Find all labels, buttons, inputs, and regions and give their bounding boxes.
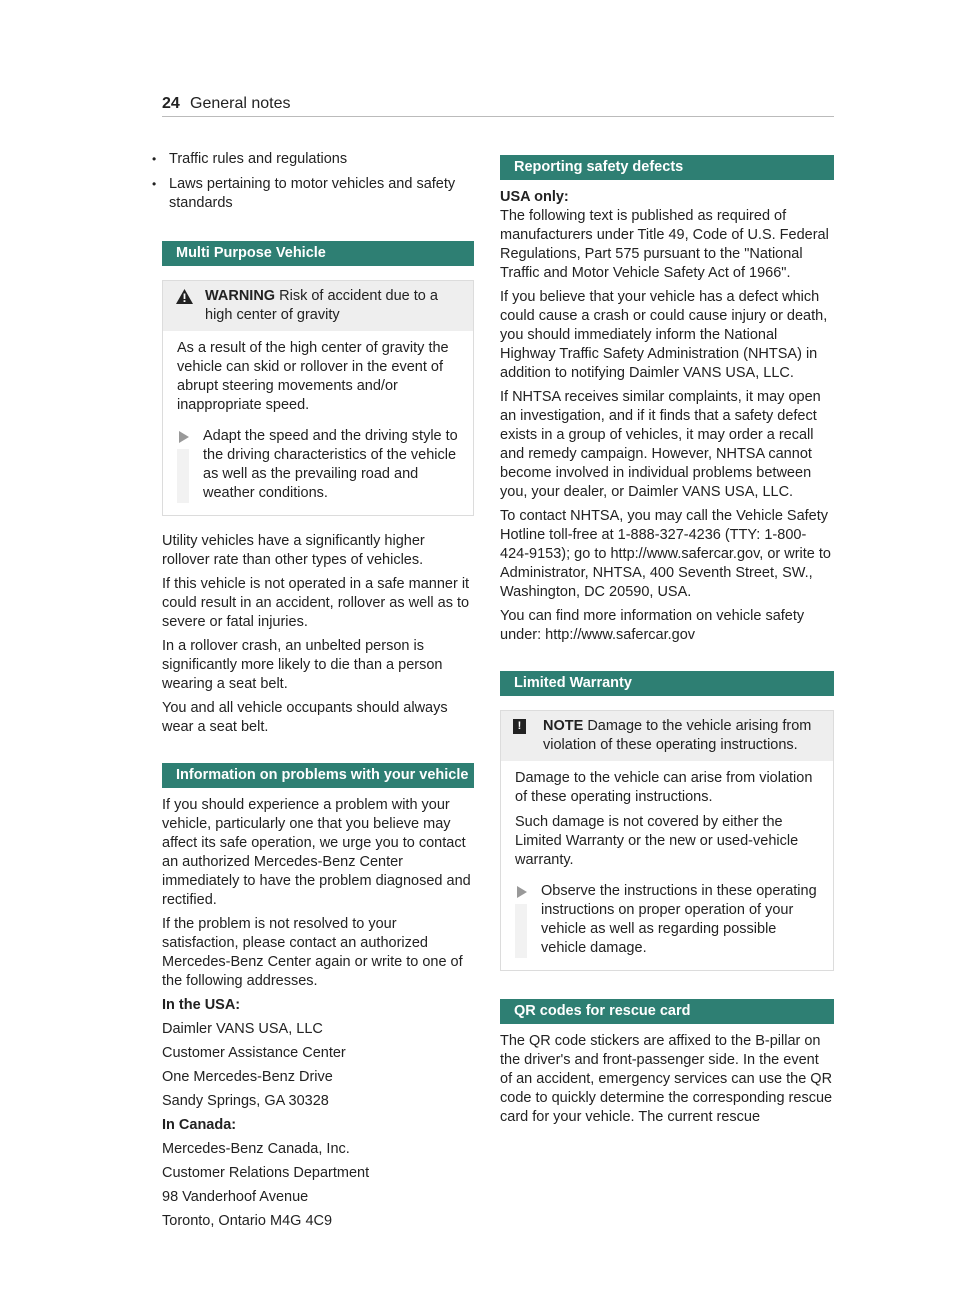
step-text: Adapt the speed and the driving style to the driving characteristics of the vehicle as well as the prevailing road and weather conditions. [203, 428, 458, 501]
warning-body [163, 331, 473, 515]
page-number: 24 [162, 95, 180, 112]
paragraph: You can find more information on vehicle safety under: http://www.safercar.gov [500, 608, 805, 643]
page-header [162, 94, 834, 118]
usa-label: In the USA: [162, 997, 241, 1013]
step-arrow-icon [179, 430, 189, 449]
note-text: Such damage is not covered by either the Limited Warranty or the new or used-vehicle warranty. [515, 814, 799, 868]
address-line: Toronto, Ontario M4G 4C9 [162, 1213, 333, 1229]
section-heading-safety: Reporting safety defects [500, 155, 834, 180]
section-heading-info: Information on problems with your vehicle [162, 763, 474, 788]
step-arrow-icon [517, 885, 527, 904]
address-line: Customer Relations Department [162, 1165, 370, 1181]
paragraph: To contact NHTSA, you may call the Vehicle Safety Hotline toll-free at 1-888-327-4236 (TTY: 1-800-424-9153); go to http://www.safercar.gov, or write to Administrator, NHTSA, 400 Seventh Street, SW., Washington, DC 20590, USA. [500, 508, 831, 600]
warning-title: Risk of accident due to a high center of gravity [205, 288, 438, 323]
list-item: • Laws pertaining to motor vehicles and safety standards [162, 175, 474, 213]
instruction-step [177, 427, 461, 503]
canada-label: In Canada: [162, 1117, 237, 1133]
step-text: Observe the instructions in these operating instructions on proper operation of your vehicle as well as regarding possible vehicle damage. [541, 883, 817, 956]
section-heading-warranty: Limited Warranty [500, 671, 834, 696]
warning-triangle-icon [176, 289, 193, 310]
warning-label: WARNING [205, 288, 276, 304]
address-block [162, 996, 474, 1231]
address-line: Customer Assistance Center [162, 1045, 346, 1061]
paragraph: If you should experience a problem with your vehicle, particularly one that you believe may affect its safe operation, we urge you to contact an authorized Mercedes-Benz Center immediately to have the problem diagnosed and rectified. [162, 797, 471, 908]
paragraph: If this vehicle is not operated in a safe manner it could result in an accident, rollover as well as to severe or fatal injuries. [162, 576, 470, 630]
paragraph: If NHTSA receives similar complaints, it may open an investigation, and if it finds that a safety defect exists in a group of vehicles, it may order a recall and remedy campaign. However, NHTSA cannot become involved in individual problems between you, your dealer, or Daimler VANS USA, LLC. [500, 389, 821, 500]
instruction-step [515, 882, 821, 958]
note-header [501, 711, 833, 761]
address-line: Mercedes-Benz Canada, Inc. [162, 1141, 350, 1157]
note-title: Damage to the vehicle arising from violation of these operating instructions. [543, 718, 812, 753]
address-line: Daimler VANS USA, LLC [162, 1021, 323, 1037]
note-box [500, 710, 834, 971]
right-column [500, 155, 834, 1132]
header-rule [162, 116, 834, 117]
paragraph: The following text is published as required of manufacturers under Title 49, Code of U.S. Federal Regulations, Part 575 pursuant to the "National Traffic and Motor Vehicle Safety Act of 1966". [500, 208, 829, 281]
section-heading-qr: QR codes for rescue card [500, 999, 834, 1024]
note-exclamation-icon: ! [513, 719, 526, 734]
warning-header [163, 281, 473, 331]
paragraph: In a rollover crash, an unbelted person is significantly more likely to die than a person wearing a seat belt. [162, 638, 443, 692]
paragraph: The QR code stickers are affixed to the B-pillar on the driver's and front-passenger side. In the event of an accident, emergency services can use the QR code to quickly determine the corresponding rescue card for your vehicle. The current rescue [500, 1033, 833, 1125]
paragraph: If the problem is not resolved to your satisfaction, please contact an authorized Mercedes-Benz Center again or write to one of the following addresses. [162, 916, 463, 989]
address-line: 98 Vanderhoof Avenue [162, 1189, 309, 1205]
list-item: • Traffic rules and regulations [162, 150, 474, 169]
section-heading-mpv: Multi Purpose Vehicle [162, 241, 474, 266]
paragraph: If you believe that your vehicle has a defect which could cause a crash or could cause injury or death, you should immediately inform the National Highway Traffic Safety Administration (NHTSA) in addition to notifying Daimler VANS USA, LLC. [500, 289, 828, 381]
address-line: Sandy Springs, GA 30328 [162, 1093, 329, 1109]
left-column [162, 150, 474, 1236]
page-section-title: General notes [190, 95, 291, 112]
address-line: One Mercedes-Benz Drive [162, 1069, 333, 1085]
bullet-list [162, 150, 474, 213]
warning-text: As a result of the high center of gravity the vehicle can skid or rollover in the event of abrupt steering movements and/or inappropriate speed. [177, 340, 449, 413]
paragraph: Utility vehicles have a significantly higher rollover rate than other types of vehicles. [162, 533, 425, 568]
note-text: Damage to the vehicle can arise from violation of these operating instructions. [515, 770, 813, 805]
warning-box [162, 280, 474, 516]
paragraph: You and all vehicle occupants should always wear a seat belt. [162, 700, 448, 735]
note-body [501, 761, 833, 970]
usa-only-label: USA only: [500, 189, 569, 205]
note-label: NOTE [543, 718, 584, 734]
